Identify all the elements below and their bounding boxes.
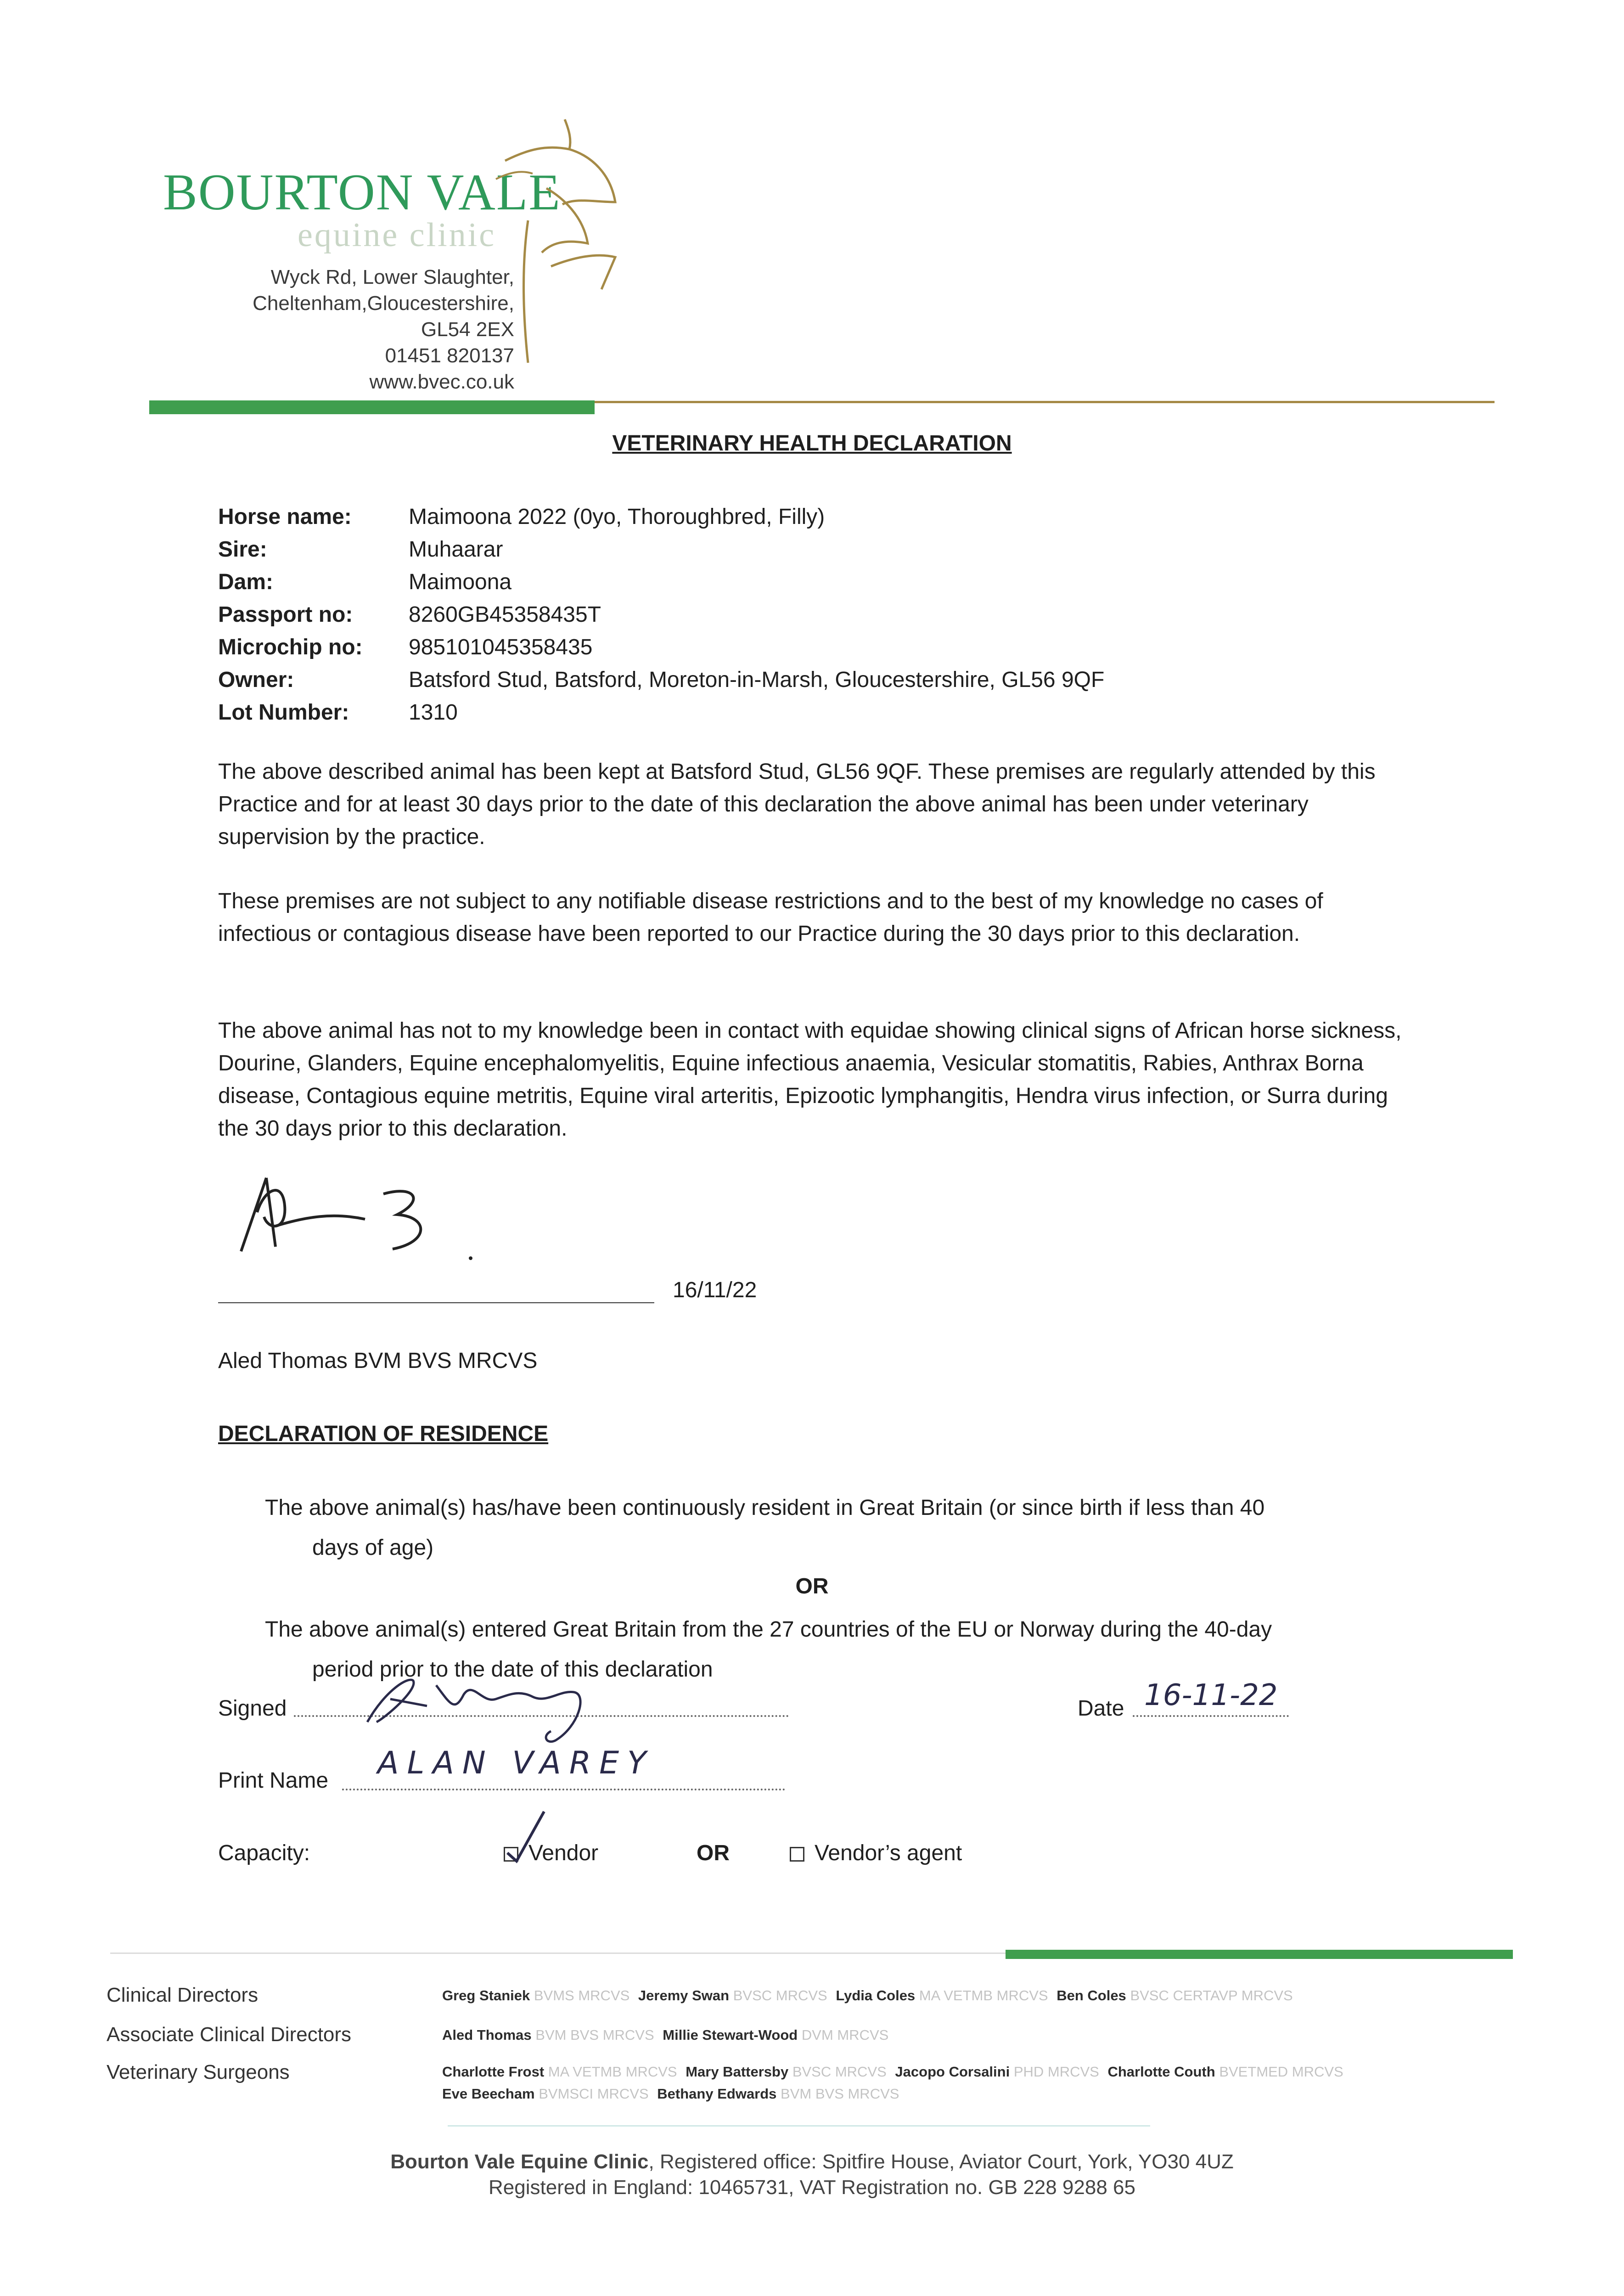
capacity-label: Capacity: — [218, 1841, 310, 1865]
clinic-logo-title: BOURTON VALE — [163, 164, 561, 221]
clinical-directors-heading: Clinical Directors — [107, 1984, 258, 2006]
residence-option-2-line2: period prior to the date of this declaration — [312, 1657, 713, 1682]
staff-quals: BVMSCI MRCVS — [539, 2086, 649, 2102]
staff-quals: BVSC MRCVS — [792, 2064, 887, 2080]
detail-value: 8260GB45358435T — [409, 602, 601, 627]
clinical-directors-list — [442, 1985, 1526, 2007]
detail-row-lot-number — [218, 696, 1104, 729]
residence-heading: DECLARATION OF RESIDENCE — [218, 1422, 549, 1446]
staff-name: Lydia Coles — [836, 1987, 916, 2003]
document-title: VETERINARY HEALTH DECLARATION — [612, 431, 1012, 456]
header-green-rule — [149, 400, 595, 414]
footer-grey-rule — [110, 1953, 1006, 1954]
staff-quals: BVSC MRCVS — [733, 1987, 827, 2003]
vet-signature-icon — [232, 1162, 489, 1267]
vendor-label: Vendor — [528, 1841, 599, 1865]
footer-green-rule — [1006, 1950, 1513, 1959]
staff-name: Charlotte Couth — [1107, 2064, 1215, 2080]
owner-signature-icon — [358, 1662, 615, 1754]
staff-name: Aled Thomas — [442, 2027, 532, 2043]
staff-name: Jacopo Corsalini — [895, 2064, 1010, 2080]
clinic-website: www.bvec.co.uk — [369, 371, 514, 393]
header-gold-rule — [595, 401, 1495, 403]
capacity-agent-option[interactable] — [790, 1840, 962, 1866]
address-line: GL54 2EX — [421, 318, 514, 341]
detail-row-sire — [218, 533, 1104, 566]
horse-details — [218, 501, 1104, 729]
staff-name: Mary Battersby — [686, 2064, 789, 2080]
residence-option-1-line2: days of age) — [312, 1536, 434, 1560]
staff-quals: PHD MRCVS — [1013, 2064, 1099, 2080]
detail-value: 985101045358435 — [409, 635, 593, 659]
vet-name: Aled Thomas BVM BVS MRCVS — [218, 1349, 538, 1373]
registered-office-address: , Registered office: Spitfire House, Aviator Court, York, YO30 4UZ — [648, 2150, 1234, 2173]
staff-name: Eve Beecham — [442, 2086, 535, 2102]
associate-directors-list — [442, 2024, 1526, 2046]
date-label: Date — [1078, 1696, 1124, 1721]
signed-label: Signed — [218, 1696, 287, 1721]
staff-quals: BVM BVS MRCVS — [535, 2027, 654, 2043]
supervision-paragraph: The above described animal has been kept at Batsford Stud, GL56 9QF. These premises are regularly attended by this Practice and for at least 30 days prior to the date of this declaration the above animal has been under veterinary supervision by the practice. — [218, 760, 1376, 849]
staff-name: Bethany Edwards — [657, 2086, 777, 2102]
address-line: Wyck Rd, Lower Slaughter, — [270, 266, 514, 288]
detail-row-microchip — [218, 631, 1104, 664]
staff-name: Jeremy Swan — [638, 1987, 730, 2003]
veterinary-surgeons-heading: Veterinary Surgeons — [107, 2061, 290, 2083]
detail-row-passport — [218, 598, 1104, 631]
staff-quals: BVM BVS MRCVS — [781, 2086, 899, 2102]
capacity-or-label: OR — [697, 1841, 730, 1865]
residence-option-1-line1: The above animal(s) has/have been continuously resident in Great Britain (or since birth if less than 40 — [265, 1496, 1265, 1520]
staff-name: Greg Staniek — [442, 1987, 530, 2003]
detail-label: Microchip no: — [218, 635, 363, 659]
staff-name: Charlotte Frost — [442, 2064, 545, 2080]
contact-paragraph: The above animal has not to my knowledge been in contact with equidae showing clinical signs of African horse sickness, Dourine, Glanders, Equine encephalomyelitis, Equine infectious anaemia, Vesicular stomatitis, Rabies, Anthrax Borna disease, Contagious equine metritis, Equine viral arteritis, Epizootic lymphangitis, Hendra virus infection, or Surra during the 30 days prior to this declaration. — [218, 1019, 1402, 1141]
staff-quals: BVSC CERTAVP MRCVS — [1130, 1987, 1293, 2003]
residence-option-1 — [265, 1488, 1399, 1568]
residence-or-label: OR — [795, 1574, 829, 1598]
footer-teal-rule — [448, 2125, 1150, 2127]
signature-line — [218, 1302, 654, 1303]
handwritten-print-name: ALAN VAREY — [377, 1745, 655, 1781]
staff-quals: BVETMED MRCVS — [1219, 2064, 1343, 2080]
staff-quals: MA VETMB MRCVS — [919, 1987, 1048, 2003]
date-field[interactable] — [1133, 1715, 1289, 1717]
detail-label: Sire: — [218, 537, 267, 562]
detail-value: Maimoona — [409, 570, 512, 594]
detail-label: Owner: — [218, 668, 294, 692]
detail-row-horse-name — [218, 501, 1104, 533]
clinic-logo-subtitle: equine clinic — [298, 216, 496, 254]
staff-quals: BVMS MRCVS — [534, 1987, 630, 2003]
detail-value: Maimoona 2022 (0yo, Thoroughbred, Filly) — [409, 505, 825, 529]
registered-office — [0, 2149, 1624, 2175]
detail-value: Muhaarar — [409, 537, 503, 562]
staff-quals: DVM MRCVS — [801, 2027, 889, 2043]
address-line: Cheltenham,Gloucestershire, — [253, 292, 514, 315]
detail-label: Dam: — [218, 570, 274, 594]
vendor-agent-label: Vendor’s agent — [815, 1841, 962, 1865]
vet-signature-date: 16/11/22 — [673, 1278, 757, 1302]
print-name-field[interactable] — [342, 1789, 785, 1790]
vendor-tick-icon — [500, 1807, 551, 1864]
clinic-phone: 01451 820137 — [385, 344, 514, 367]
registered-clinic-name: Bourton Vale Equine Clinic — [390, 2150, 649, 2173]
staff-name: Ben Coles — [1056, 1987, 1126, 2003]
detail-row-dam — [218, 566, 1104, 598]
associate-directors-heading: Associate Clinical Directors — [107, 2023, 352, 2046]
staff-name: Millie Stewart-Wood — [663, 2027, 798, 2043]
detail-value: Batsford Stud, Batsford, Moreton-in-Marsh, Gloucestershire, GL56 9QF — [409, 668, 1105, 692]
detail-label: Passport no: — [218, 602, 353, 627]
vendor-agent-checkbox[interactable] — [790, 1847, 804, 1862]
detail-label: Lot Number: — [218, 700, 349, 725]
clinic-address — [161, 264, 514, 395]
detail-row-owner — [218, 664, 1104, 696]
detail-value: 1310 — [409, 700, 458, 725]
disease-restrictions-paragraph: These premises are not subject to any notifiable disease restrictions and to the best of my knowledge no cases of infectious or contagious disease have been reported to our Practice during the 30 days prior to this declaration. — [218, 889, 1323, 946]
print-name-label: Print Name — [218, 1768, 329, 1793]
registration-line: Registered in England: 10465731, VAT Registration no. GB 228 9288 65 — [489, 2176, 1135, 2199]
detail-label: Horse name: — [218, 505, 352, 529]
residence-option-2-line1: The above animal(s) entered Great Britain from the 27 countries of the EU or Norway during the 40-day — [265, 1617, 1272, 1642]
staff-quals: MA VETMB MRCVS — [548, 2064, 677, 2080]
veterinary-surgeons-list — [442, 2061, 1526, 2105]
handwritten-date: 16-11-22 — [1144, 1678, 1278, 1712]
